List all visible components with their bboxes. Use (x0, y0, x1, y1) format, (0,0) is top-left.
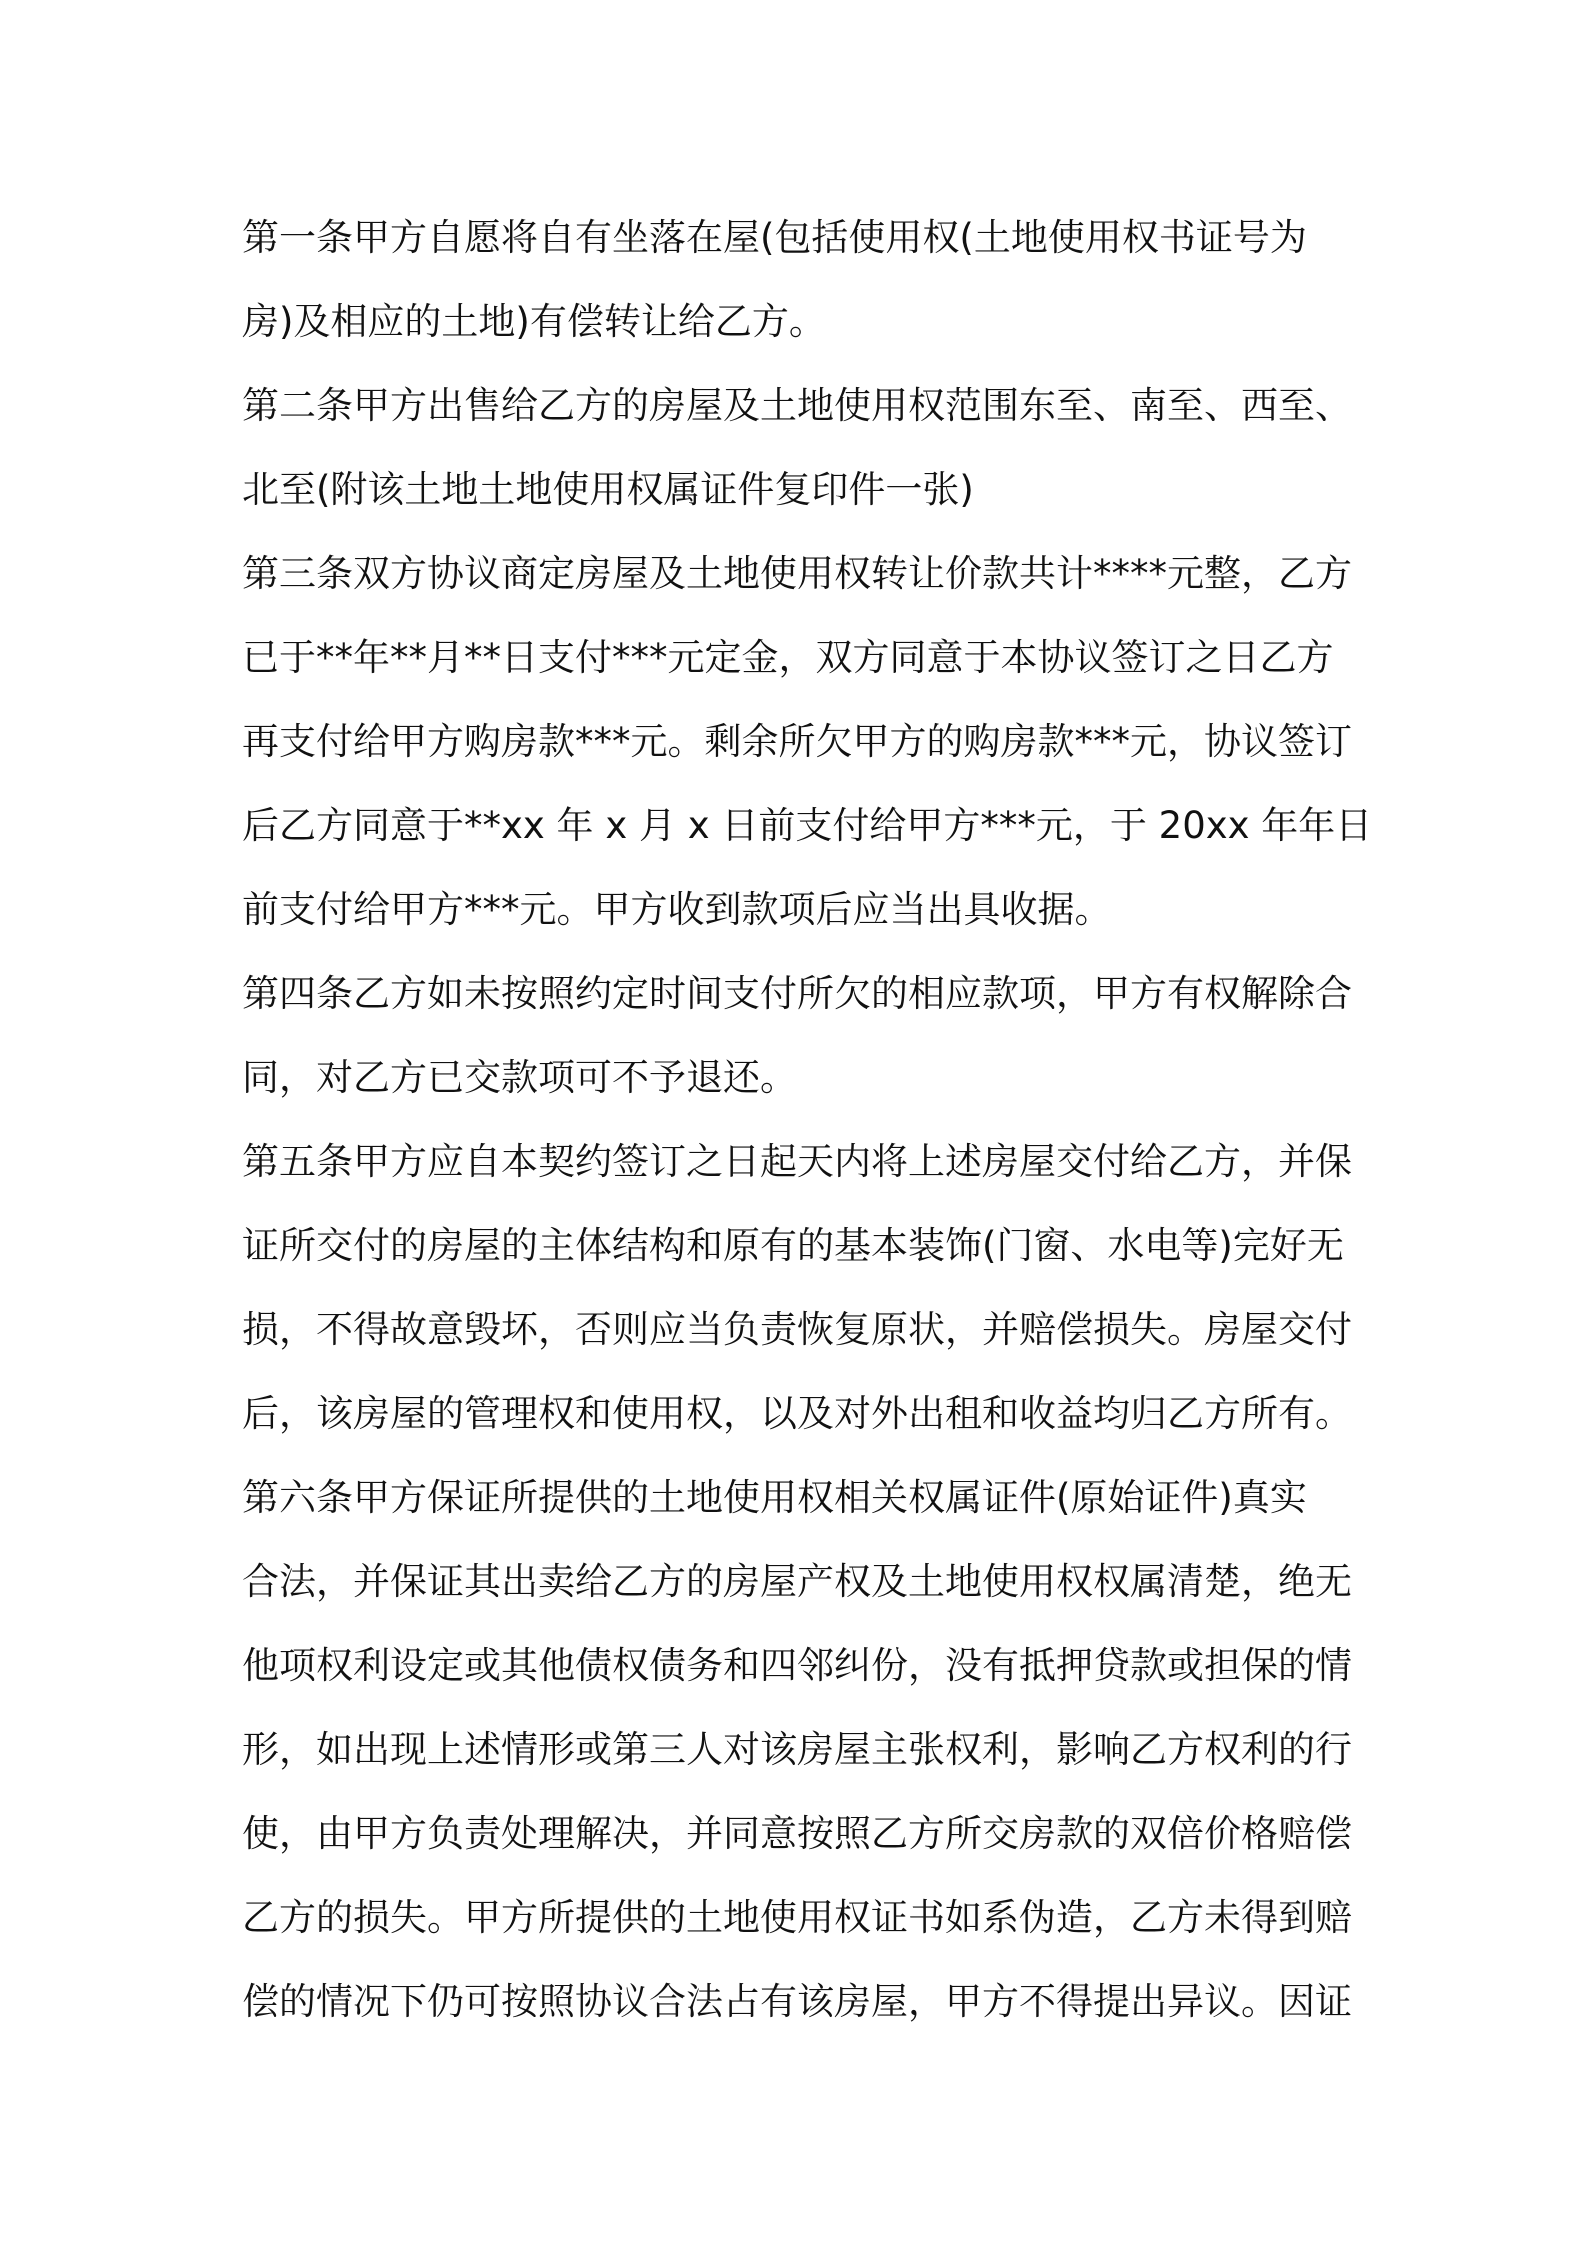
text-line: 房)及相应的土地)有偿转让给乙方。 (242, 300, 826, 343)
text-line: 偿的情况下仍可按照协议合法占有该房屋，甲方不得提出异议。因证 (242, 1980, 1352, 2023)
text-line: 形，如出现上述情形或第三人对该房屋主张权利，影响乙方权利的行 (242, 1728, 1352, 1771)
text-line: 损，不得故意毁坏，否则应当负责恢复原状，并赔偿损失。房屋交付 (242, 1308, 1352, 1351)
text-line: 已于**年**月**日支付***元定金，双方同意于本协议签订之日乙方 (242, 636, 1334, 679)
text-line: 北至(附该土地土地使用权属证件复印件一张) (242, 468, 974, 511)
text-line: 第一条甲方自愿将自有坐落在屋(包括使用权(土地使用权书证号为 (242, 216, 1307, 259)
text-line: 第四条乙方如未按照约定时间支付所欠的相应款项，甲方有权解除合 (242, 972, 1352, 1015)
text-line: 第五条甲方应自本契约签订之日起天内将上述房屋交付给乙方，并保 (242, 1140, 1352, 1183)
text-line: 第二条甲方出售给乙方的房屋及土地使用权范围东至、南至、西至、 (242, 384, 1352, 427)
text-line: 证所交付的房屋的主体结构和原有的基本装饰(门窗、水电等)完好无 (242, 1224, 1344, 1267)
text-line: 同，对乙方已交款项可不予退还。 (242, 1056, 797, 1099)
text-line: 后乙方同意于**xx 年 x 月 x 日前支付给甲方***元，于 20xx 年年日 (242, 804, 1373, 847)
text-line: 后，该房屋的管理权和使用权，以及对外出租和收益均归乙方所有。 (242, 1392, 1352, 1435)
text-line: 再支付给甲方购房款***元。剩余所欠甲方的购房款***元，协议签订 (242, 720, 1352, 763)
text-line: 合法，并保证其出卖给乙方的房屋产权及土地使用权权属清楚，绝无 (242, 1560, 1352, 1603)
text-line: 第六条甲方保证所提供的土地使用权相关权属证件(原始证件)真实 (242, 1476, 1307, 1519)
text-line: 使，由甲方负责处理解决，并同意按照乙方所交房款的双倍价格赔偿 (242, 1812, 1352, 1855)
document-body (242, 196, 1373, 2044)
text-line: 他项权利设定或其他债权债务和四邻纠份，没有抵押贷款或担保的情 (242, 1644, 1352, 1687)
text-line: 第三条双方协议商定房屋及土地使用权转让价款共计****元整，乙方 (242, 552, 1352, 595)
text-line: 乙方的损失。甲方所提供的土地使用权证书如系伪造，乙方未得到赔 (242, 1896, 1352, 1939)
text-line: 前支付给甲方***元。甲方收到款项后应当出具收据。 (242, 888, 1112, 931)
